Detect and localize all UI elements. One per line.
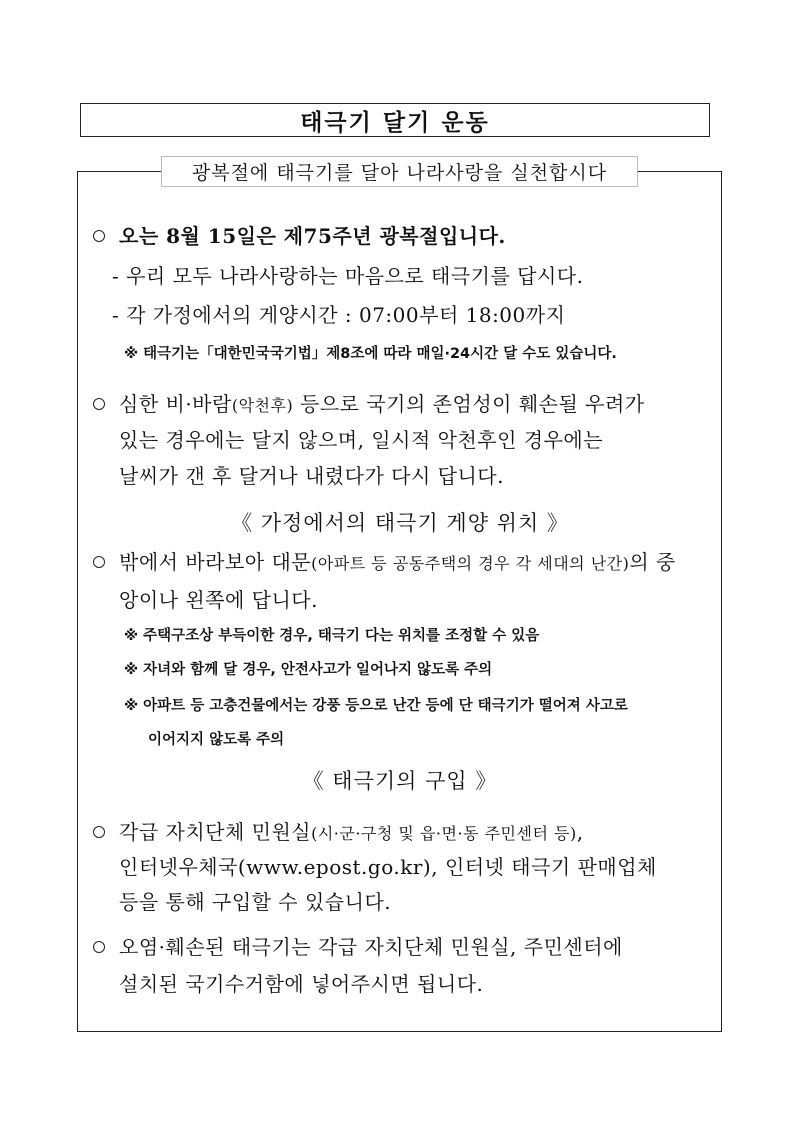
section4-line1-paren: (시·군·구청 및 읍·면·동 주민센터 등) [311,824,577,843]
heading-purchase: 《 태극기의 구입 》 [302,769,498,793]
section1-main [93,220,506,249]
section5-line1-text: 오염·훼손된 태극기는 각급 자치단체 민원실, 주민센터에 [119,935,623,959]
section3-line1 [93,546,676,575]
section4-line3: 등을 통해 구입할 수 있습니다. [119,890,392,914]
circle-bullet-icon [93,941,105,953]
section5-line2: 설치된 국기수거함에 넣어주시면 됩니다. [119,972,484,996]
section3-note3-cont: 이어지지 않도록 주의 [148,732,285,748]
banner: 광복절에 태극기를 달아 나라사랑을 실천합시다 [161,156,638,187]
circle-bullet-icon [93,826,105,838]
section2-line1-b: 등으로 국기의 존엄성이 훼손될 우려가 [293,392,645,416]
section4-line1-b: , [576,820,584,844]
section3-line1-b: 의 중 [629,550,676,574]
section1-note: ※ 태극기는「대한민국국기법」제8조에 따라 매일·24시간 달 수도 있습니다. [124,346,617,362]
circle-bullet-icon [93,556,105,568]
section1-dash2: - 각 가정에서의 게양시간 : 07:00부터 18:00까지 [112,303,566,327]
section3-note1: ※ 주택구조상 부득이한 경우, 태극기 다는 위치를 조정할 수 있음 [124,628,540,644]
section2-line2: 있는 경우에는 달지 않으며, 일시적 악천후인 경우에는 [119,428,604,452]
section4-line1-a: 각급 자치단체 민원실 [119,820,312,844]
section3-line1-paren: (아파트 등 공동주택의 경우 각 세대의 난간) [311,554,630,573]
circle-bullet-icon [93,230,105,242]
section3-note2: ※ 자녀와 함께 달 경우, 안전사고가 일어나지 않도록 주의 [124,662,493,678]
page-title: 태극기 달기 운동 [80,103,710,137]
heading-display-location: 《 가정에서의 태극기 게양 위치 》 [231,511,569,535]
section1-main-text: 오는 8월 15일은 제75주년 광복절입니다. [119,224,506,248]
circle-bullet-icon [93,398,105,410]
section2-line3: 날씨가 갠 후 달거나 내렸다가 다시 답니다. [119,464,504,488]
section3-line1-a: 밖에서 바라보아 대문 [119,550,312,574]
section3-line2: 앙이나 왼쪽에 답니다. [119,588,318,612]
section3-note3: ※ 아파트 등 고층건물에서는 강풍 등으로 난간 등에 단 태극기가 떨어져 사고로 [124,698,628,714]
section2-line1 [93,388,645,417]
section4-line1 [93,816,584,845]
section4-line2: 인터넷우체국(www.epost.go.kr), 인터넷 태극기 판매업체 [119,855,657,879]
section2-line1-paren: (악천후) [231,396,294,415]
section1-dash1: - 우리 모두 나라사랑하는 마음으로 태극기를 답시다. [112,264,584,288]
section5-line1 [93,931,623,960]
section2-line1-a: 심한 비·바람 [119,392,232,416]
